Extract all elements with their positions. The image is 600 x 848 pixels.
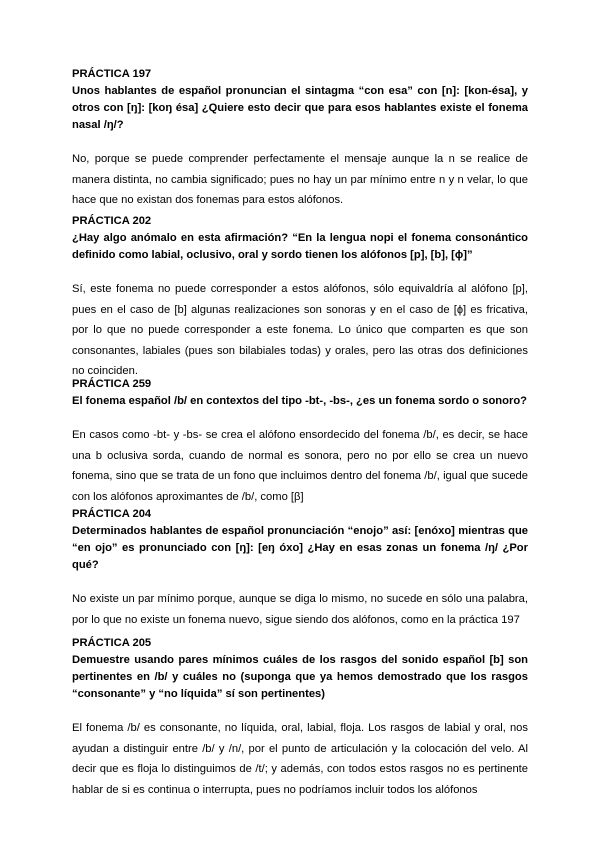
practice-section-202 [72,213,528,382]
practice-question: ¿Hay algo anómalo en esta afirmación? “En la lengua nopi el fonema consonántico definido como labial, oclusivo, oral y sordo tienen los alófonos [p], [b], [ɸ]” [72,232,528,261]
practice-title: PRÁCTICA 259 [72,378,152,390]
practice-question: Demuestre usando pares mínimos cuáles de los rasgos del sonido español [b] son pertinentes en /b/ y cuáles no (suponga que ya hemos demostrado que los rasgos “consonante” y “no líquida” sí son pertinentes) [72,654,528,700]
practice-answer: En casos como -bt- y -bs- se crea el alófono ensordecido del fonema /b/, es decir, se hace una b oclusiva sorda, cuando de normal es sonora, pero no por ello se crea un nuevo fonema, sino que se trata de un fono que incluimos dentro del fonema /b/, igual que sucede con los alófonos aproximantes de /b/, como [β] [72,429,528,503]
practice-section-204 [72,506,528,630]
practice-question: Unos hablantes de español pronuncian el sintagma “con esa” con [n]: [kon-ésa], y otros con [ŋ]: [koŋ ésa] ¿Quiere esto decir que para esos hablantes existe el fonema nasal /ŋ/? [72,85,528,131]
practice-question: Determinados hablantes de español pronunciación “enojo” así: [enóxo] mientras que “en ojo” es pronunciado con [ŋ]: [eŋ óxo] ¿Hay en esas zonas un fonema /ŋ/ ¿Por qué? [72,525,528,571]
practice-title: PRÁCTICA 197 [72,68,152,80]
practice-answer: No, porque se puede comprender perfectamente el mensaje aunque la n se realice de manera distinta, no cambia significado; pues no hay un par mínimo entre n y n velar, lo que hace que no existan dos fonemas para estos alófonos. [72,153,528,206]
practice-answer: No existe un par mínimo porque, aunque se diga lo mismo, no sucede en sólo una palabra, por lo que no existe un fonema nuevo, sigue siendo dos alófonos, como en la práctica 197 [72,593,528,626]
practice-section-259 [72,376,528,507]
practice-section-205 [72,635,528,800]
practice-answer: El fonema /b/ es consonante, no líquida, oral, labial, floja. Los rasgos de labial y oral, nos ayudan a distinguir entre /b/ y /n/, por el punto de articulación y la colocación del velo. Al decir que es floja lo distinguimos de /t/; y además, con todos estos rasgos no es pertinente hablar de si es continua o interrupta, pues no podríamos incluir todos los alófonos [72,722,528,796]
practice-section-197 [72,66,528,211]
practice-title: PRÁCTICA 204 [72,508,152,520]
practice-question: El fonema español /b/ en contextos del tipo -bt-, -bs-, ¿es un fonema sordo o sonoro? [72,395,527,407]
practice-title: PRÁCTICA 205 [72,637,152,649]
practice-answer: Sí, este fonema no puede corresponder a estos alófonos, sólo equivaldría al alófono [p], pues en el caso de [b] algunas realizaciones son sonoras y en el caso de [ɸ] es fricativa, por lo que no puede corresponder a este fonema. Lo único que comparten es que son consonantes, labiales (pues son bilabiales todas) y orales, pero las otras dos definiciones no coinciden. [72,283,528,377]
practice-title: PRÁCTICA 202 [72,215,152,227]
